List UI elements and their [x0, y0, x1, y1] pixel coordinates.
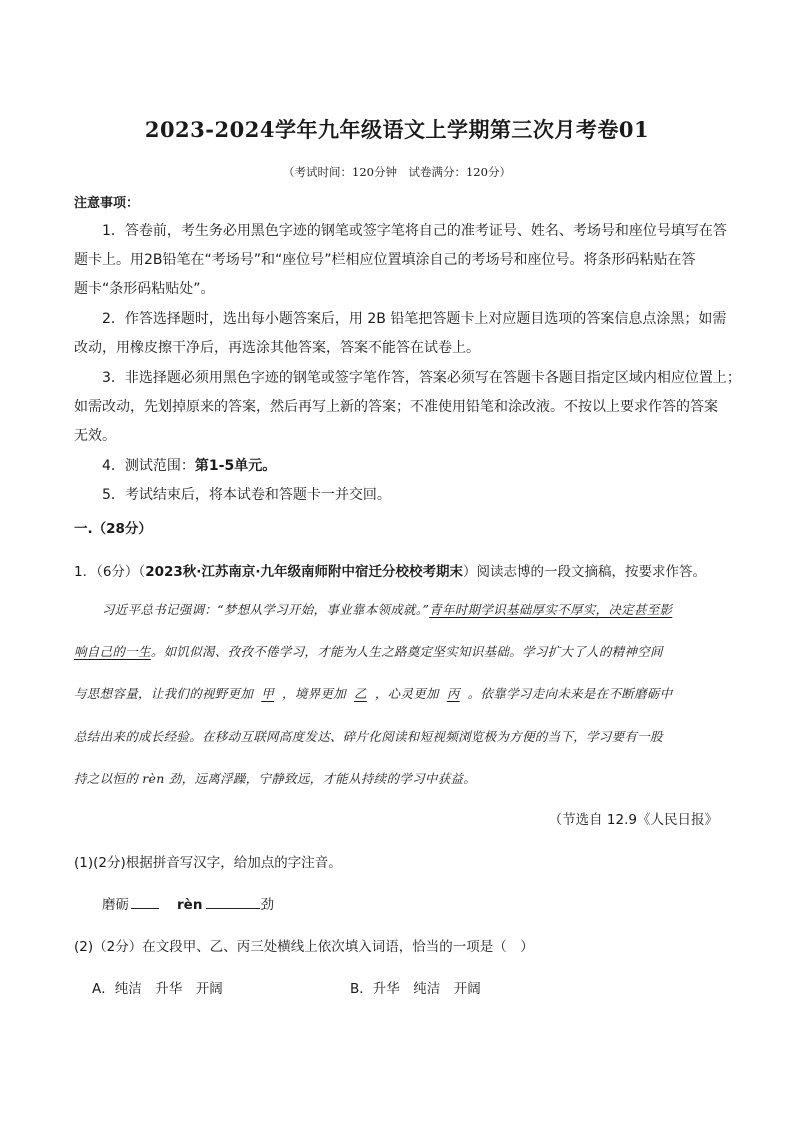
blank-jia: 甲 [261, 686, 275, 701]
question-1-prefix: 1．（6分）（ [74, 564, 146, 580]
pinyin-blank[interactable] [131, 896, 159, 909]
passage-line: 持之以恒的 rèn 劲，远离浮躁，宁静致远，才能从持续的学习中获益。 [74, 771, 477, 786]
passage-text: 与思想容量，让我们的视野更加 [74, 686, 254, 701]
notice-line: 如需改动，先划掉原来的答案，然后再写上新的答案；不准使用铅笔和涂改液。不按以上要求作答的答案 [74, 399, 718, 415]
pinyin-ren: rèn [177, 897, 203, 913]
word-jin: 劲 [260, 897, 274, 913]
option-b[interactable]: B．升华 纯洁 开阔 [350, 981, 481, 997]
notice-item-4 [102, 455, 276, 475]
notice-line: 改动，用橡皮擦干净后，再选涂其他答案，答案不能答在试卷上。 [74, 340, 480, 356]
notice-heading: 注意事项： [74, 196, 140, 211]
section-heading: 一.（28分） [74, 521, 152, 537]
notice-line: 题卡“条形码粘贴处”。 [74, 281, 215, 297]
passage-line [74, 642, 663, 660]
notice-line: 3．非选择题必须用黑色字迹的钢笔或签字笔作答，答案必须写在答题卡各题目指定区域内相应位置上； [102, 370, 741, 386]
test-scope: 第1-5单元。 [194, 458, 277, 474]
passage-text: 。如饥似渴、孜孜不倦学习，才能为人生之路奠定坚实知识基础。学习扩大了人的精神空间 [150, 644, 663, 659]
char-blank[interactable] [206, 896, 260, 909]
sub-question-1-answer [102, 893, 274, 913]
passage-underlined: 响自己的一生 [74, 644, 151, 659]
passage-line: 总结出来的成长经验。在移动互联网高度发达、碎片化阅读和短视频浏览极为方便的当下，学习要有一股 [74, 729, 663, 744]
sub-question-1: (1)(2分)根据拼音写汉字，给加点的字注音。 [74, 855, 342, 871]
notice-line: 2．作答选择题时，选出每小题答案后，用 2B 铅笔把答题卡上对应题目选项的答案信息点涂黑；如需 [102, 311, 727, 327]
exam-title: 2023-2024学年九年级语文上学期第三次月考卷01 [144, 117, 650, 142]
question-1-source: 2023秋·江苏南京·九年级南师附中宿迁分校校考期末 [145, 564, 464, 580]
passage-line [74, 684, 672, 702]
word-moli: 磨砺 [102, 897, 129, 913]
notice-item-4-prefix: 4．测试范围： [102, 458, 195, 474]
notice-item-5: 5．考试结束后，将本试卷和答题卡一并交回。 [102, 487, 391, 503]
notice-line: 题卡上。用2B铅笔在“考场号”和“座位号”栏相应位置填涂自己的考场号和座位号。将条形码粘贴在答 [74, 252, 696, 268]
question-1-stem [74, 560, 706, 580]
question-1-instruction: ）阅读志博的一段文摘稿，按要求作答。 [463, 564, 707, 580]
passage-text: 习近平总书记强调：“梦想从学习开始，事业靠本领成就。” [102, 602, 430, 617]
passage-text: ，心灵更加 [374, 686, 439, 701]
citation: （节选自 12.9《人民日报》 [548, 812, 718, 828]
option-a[interactable]: A．纯洁 升华 开阔 [92, 981, 223, 997]
notice-line: 无效。 [74, 428, 116, 444]
passage-line [102, 600, 672, 618]
exam-subtitle: （考试时间：120分钟 试卷满分：120分） [283, 165, 511, 179]
blank-yi: 乙 [354, 686, 367, 701]
notice-line: 1．答卷前，考生务必用黑色字迹的钢笔或签字笔将自己的准考证号、姓名、考场号和座位号填写在答 [102, 223, 727, 239]
passage-underlined: 青年时期学识基础厚实不厚实，决定甚至影 [429, 602, 673, 617]
passage-text: 。依靠学习走向未来是在不断磨砺中 [467, 686, 673, 701]
sub-question-2: (2)（2分）在文段甲、乙、丙三处横线上依次填入词语，恰当的一项是（ ） [74, 939, 534, 955]
passage-text: ，境界更加 [282, 686, 347, 701]
blank-bing: 丙 [446, 686, 460, 701]
